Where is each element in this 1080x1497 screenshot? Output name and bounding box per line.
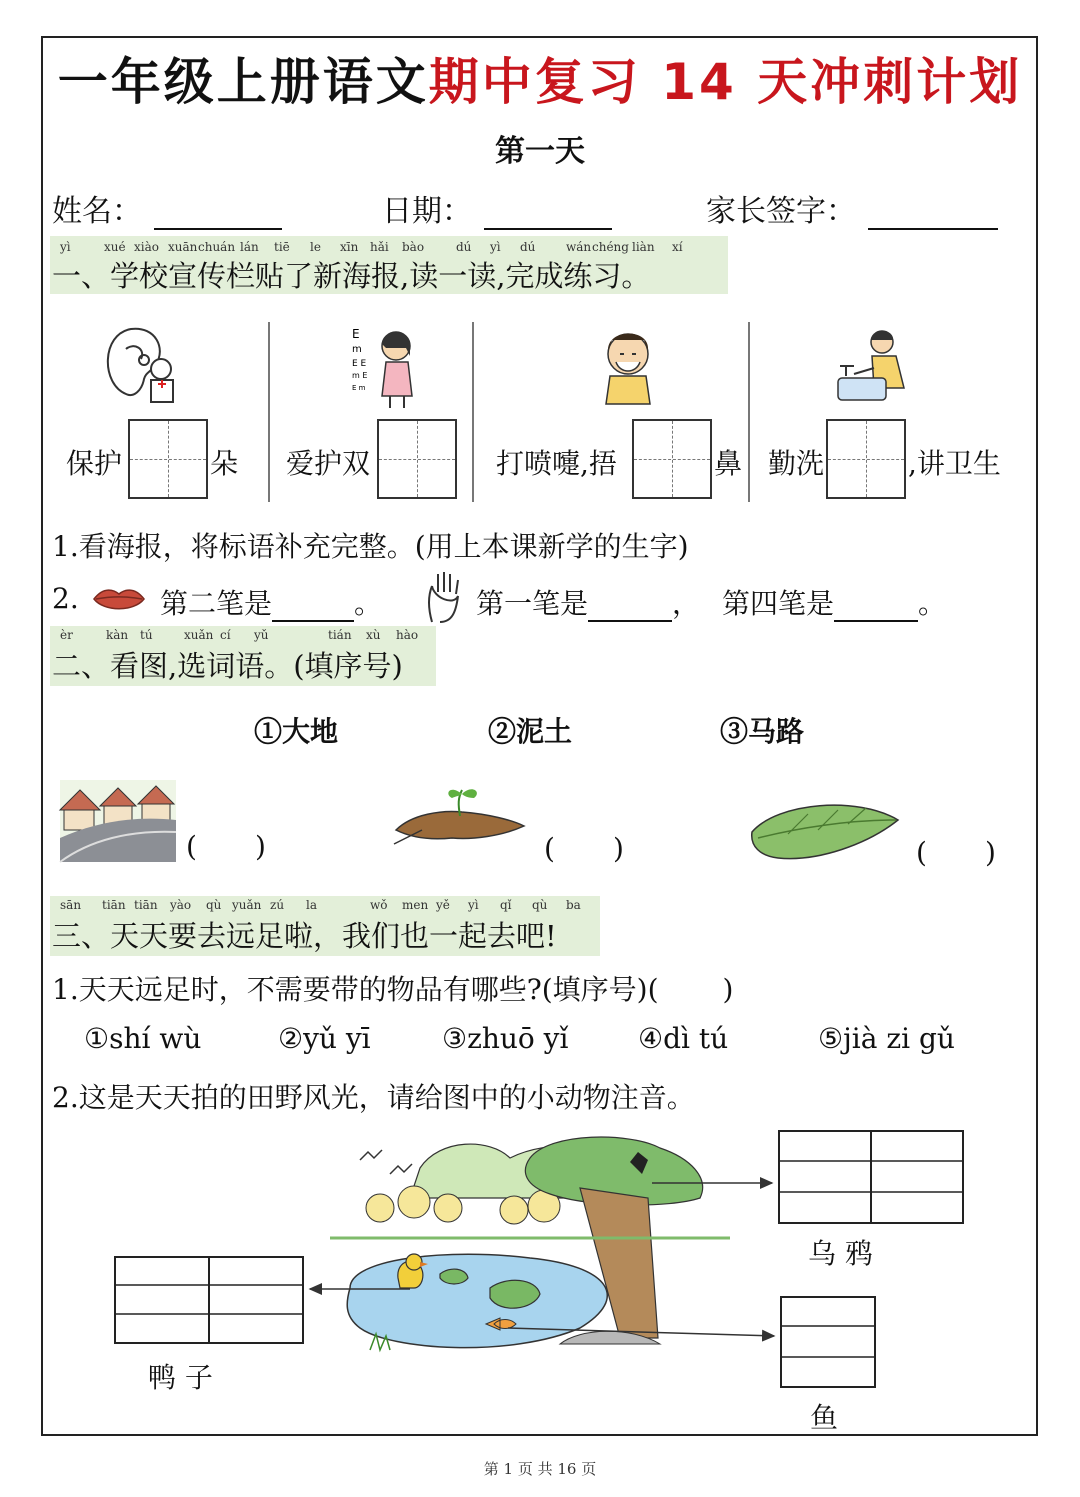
answer-paren-2[interactable]: ( ) [544,832,624,865]
pinyin-syllable: yì [60,240,71,254]
pinyin-syllable: tiān [134,898,158,912]
pinyin-syllable: xù [366,628,381,642]
duck-label: 鸭 子 [148,1361,213,1394]
pinyin-syllable: yì [490,240,501,254]
option-1: ①大地 [254,715,339,748]
pinyin-syllable: sān [60,898,82,912]
section1-q2-number: 2. [52,582,79,615]
pinyin-syllable: xīn [340,240,359,254]
svg-text:E: E [352,327,360,341]
title-red: 期中复习 14 天冲刺计划 [428,53,1023,111]
panel1-before: 保护 [66,447,123,480]
parent-sign-label: 家长签字： [706,194,856,229]
title-black: 一年级上册语文 [57,53,429,111]
fish-label: 鱼 [810,1401,839,1434]
pinyin-syllable: ba [566,898,581,912]
pinyin-syllable: qù [532,898,548,912]
crow-label: 乌 鸦 [808,1237,873,1270]
pinyin-syllable: chéng [592,240,629,254]
panel3-before: 打喷嚏,捂 [496,447,617,480]
pinyin-syllable: yǔ [254,628,269,642]
panel4-after: ,讲卫生 [908,447,1001,480]
svg-text:m E: m E [352,371,368,380]
section3-q1: 1.天天远足时，不需要带的物品有哪些?(填序号)( ) [52,973,734,1006]
panel3-after: 鼻 [714,447,743,480]
q2-hand-text-2: 第四笔是 。 [722,587,947,620]
section1-title: 一、学校宣传栏贴了新海报,读一读,完成练习。 [52,259,651,293]
item-1: ①shí wù [84,1022,202,1055]
pinyin-syllable: qù [206,898,222,912]
answer-paren-1[interactable]: ( ) [186,830,266,863]
pinyin-syllable: men [402,898,429,912]
q2-mouth-text: 第二笔是 。 [160,587,383,620]
day-label: 第一天 [495,134,585,169]
pinyin-syllable: liàn [632,240,655,254]
svg-text:E m: E m [352,384,366,392]
pinyin-syllable: le [310,240,321,254]
item-2: ②yǔ yī [278,1022,371,1055]
section2-title: 二、看图,选词语。(填序号) [52,649,403,683]
pinyin-syllable: tiē [274,240,290,254]
item-5: ⑤jià zi gǔ [818,1022,955,1055]
pinyin-syllable: tú [140,628,153,642]
pinyin-syllable: kàn [106,628,129,642]
pinyin-syllable: dú [520,240,536,254]
section3-q2: 2.这是天天拍的田野风光，请给图中的小动物注音。 [52,1081,695,1114]
pinyin-syllable: bào [402,240,425,254]
item-4: ④dì tú [638,1022,729,1055]
option-2: ②泥土 [488,715,573,748]
pinyin-syllable: wán [566,240,592,254]
pinyin-syllable: dú [456,240,472,254]
answer-paren-3[interactable]: ( ) [916,836,996,869]
pinyin-syllable: yuǎn [232,898,262,912]
date-label: 日期： [382,194,472,229]
q2-hand-text-1: 第一笔是 ， [476,587,701,620]
panel1-after: 朵 [210,447,239,480]
pinyin-syllable: hǎi [370,240,389,254]
pinyin-syllable: tiān [102,898,126,912]
pinyin-syllable: cí [220,628,231,642]
name-label: 姓名： [52,194,142,229]
page-footer: 第 1 页 共 16 页 [483,1460,597,1478]
svg-text:m: m [352,344,362,355]
pinyin-syllable: la [306,898,317,912]
pinyin-syllable: hào [396,628,419,642]
pinyin-syllable: xué [104,240,126,254]
pinyin-syllable: xí [672,240,683,254]
pinyin-syllable: wǒ [370,898,388,912]
pinyin-syllable: xuǎn [184,628,214,642]
pinyin-syllable: lán [240,240,259,254]
pinyin-syllable: tián [328,628,352,642]
panel4-before: 勤洗 [768,447,825,480]
item-3: ③zhuō yǐ [442,1022,569,1055]
pinyin-syllable: yì [468,898,479,912]
pinyin-syllable: xiào [134,240,159,254]
section1-q1: 1.看海报，将标语补充完整。(用上本课新学的生字) [52,530,689,563]
option-3: ③马路 [720,715,805,748]
pinyin-syllable: chuán [198,240,236,254]
pinyin-syllable: xuān [168,240,198,254]
pinyin-syllable: qǐ [500,898,512,912]
pinyin-syllable: yào [170,898,192,912]
panel2-before: 爱护双 [286,447,371,480]
pinyin-syllable: yě [436,898,450,912]
section3-title: 三、天天要去远足啦，我们也一起去吧! [52,919,557,953]
pinyin-syllable: zú [270,898,285,912]
svg-text:E E: E E [352,359,367,369]
pinyin-syllable: èr [60,628,73,642]
